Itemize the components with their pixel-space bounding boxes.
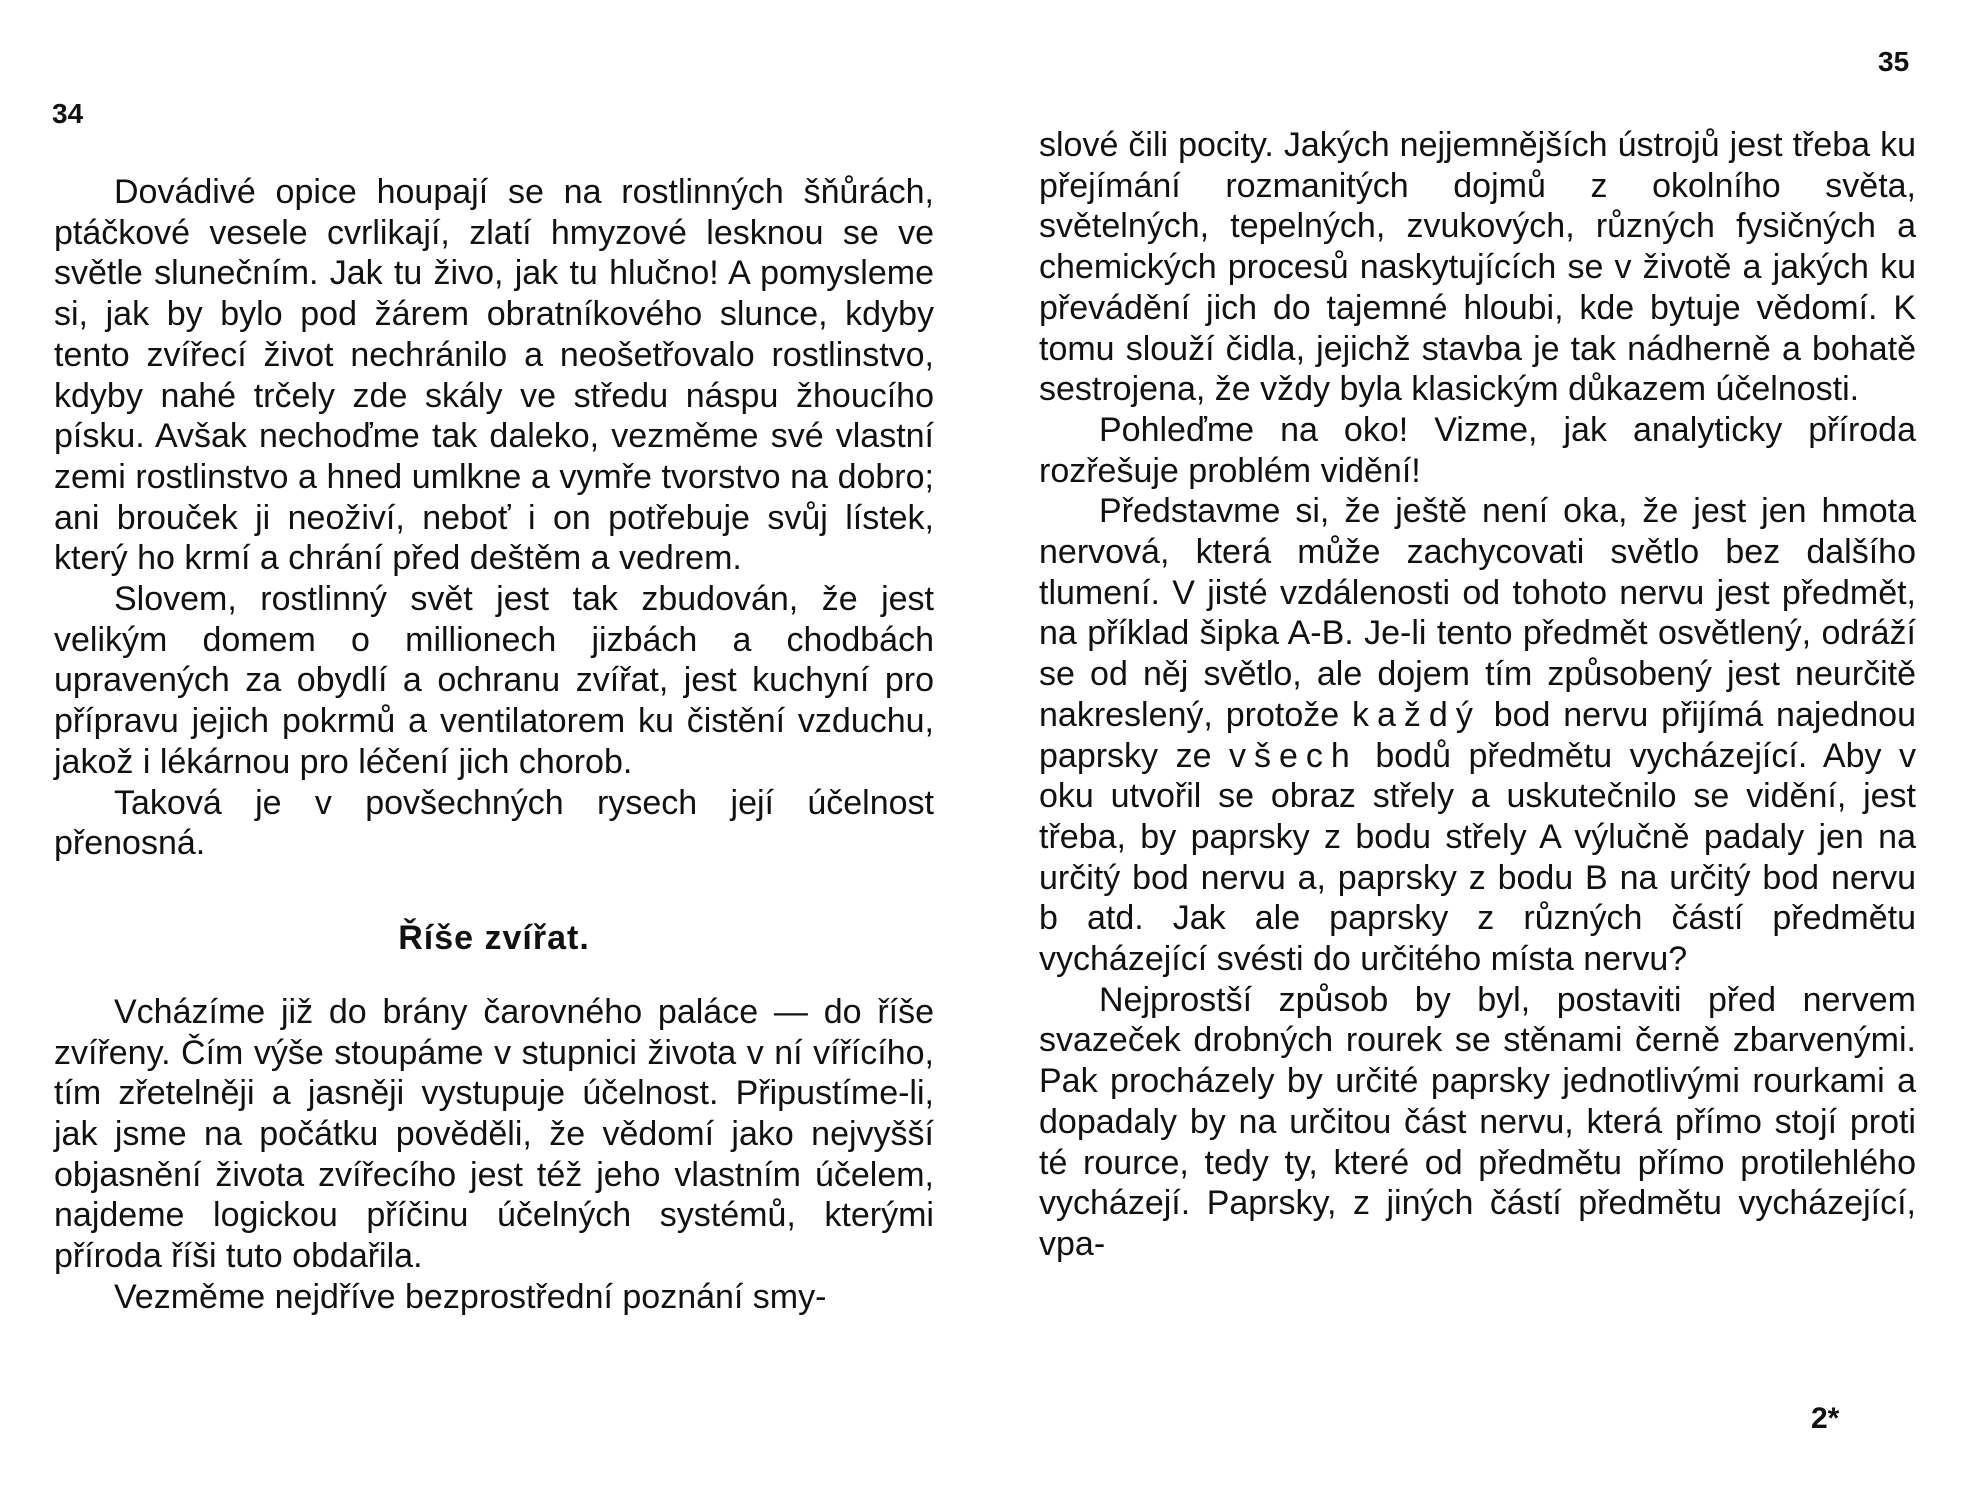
text-run: bod nervu přijímá najednou paprsky ze: [1039, 695, 1916, 775]
right-page: [981, 0, 1962, 1500]
paragraph: [1039, 491, 1916, 979]
paragraph: Pohleďme na oko! Vizme, jak analyticky příroda rozřešuje problém vidění!: [1039, 410, 1916, 490]
emphasized-word: všech: [1229, 736, 1358, 775]
page-number-left: 34: [52, 98, 84, 129]
text-run: Představme si, že ještě není oka, že jest jen hmota nervová, která může zachycovati světlo bez dalšího tlumení. V jisté vzdálenosti od tohoto nervu jest předmět, na příklad šipka A-B. Je-li tento předmět osvětlený, odráží se od něj světlo, ale dojem tím způsobený jest neurčitě nakreslený, protože: [1039, 492, 1916, 734]
section-heading: Říše zvířat.: [398, 918, 590, 957]
paragraph: slové čili pocity. Jakých nejjemnějších ústrojů jest třeba ku přejímání rozmanitých dojmů z okolního světa, světelných, tepelných, zvukových, různých fysičných a chemických procesů naskytujících se v životě a jakých ku převádění jich do tajemné hloubi, kde bytuje vědomí. K tomu slouží čidla, jejichž stavba je tak nádherně a bohatě sestrojena, že vždy byla klasickým důkazem účelnosti.: [1039, 126, 1916, 409]
paragraph: Nejprostší způsob by byl, postaviti před nervem svazeček drobných rourek se stěnami černě zbarvenými. Pak procházely by určité paprsky jednotlivými rourkami a dopadaly by na určitou část nervu, která přímo stojí proti té rource, tedy ty, které od předmětu přímo protilehlého vycházejí. Paprsky, z jiných částí předmětu vycházející, vpa-: [1039, 980, 1916, 1263]
paragraph: Slovem, rostlinný svět jest tak zbudován, že jest velikým domem o millionech jizbách a chodbách upravených za obydlí a ochranu zvířat, jest kuchyní pro přípravu jejich pokrmů a ventilatorem ku čistění vzduchu, jakož i lékárnou pro léčení jich chorob.: [54, 580, 934, 781]
paragraph: Dovádivé opice houpají se na rostlinných šňůrách, ptáčkové vesele cvrlikají, zlatí hmyzové lesknou se ve světle slunečním. Jak tu živo, jak tu hlučno! A pomysleme si, jak by bylo pod žárem obratníkového slunce, kdyby tento zvířecí život nechránilo a neošetřovalo rostlinstvo, kdyby nahé trčely zde skály ve středu náspu žhoucího písku. Avšak nechoďme tak daleko, vezměme své vlastní zemi rostlinstvo a hned umlkne a vymře tvorstvo na dobro; ani brouček ji neoživí, neboť i on potřebuje svůj lístek, který ho krmí a chrání před deštěm a vedrem.: [54, 173, 934, 578]
page-number-right: 35: [1878, 46, 1910, 77]
emphasized-word: každý: [1352, 695, 1481, 734]
right-page-text: [1039, 125, 1916, 1265]
paragraph: Vcházíme již do brány čarovného paláce — do říše zvířeny. Čím výše stoupáme v stupnici života v ní vířícího, tím zřetelněji a jasněji vystupuje účelnost. Připustíme-li, jak jsme na počátku pověděli, že vědomí jako nejvyšší objasnění života zvířecího jest též jeho vlastním účelem, najdeme logickou příčinu účelných systémů, kterými příroda říši tuto obdařila.: [54, 992, 934, 1276]
paragraph: Taková je v povšechných rysech její účelnost přenosná.: [54, 783, 934, 863]
left-page-text: [54, 172, 934, 1318]
text-run: bodů předmětu vycházející. Aby v oku utvořil se obraz střely a uskutečnilo se vidění, jest třeba, by paprsky z bodu střely A výlučně padaly jen na určitý bod nervu a, paprsky z bodu B na určitý bod nervu b atd. Jak ale paprsky z různých částí předmětu vycházející svésti do určitého místa nervu?: [1039, 736, 1917, 979]
paragraph: Vezměme nejdříve bezprostřední poznání smy-: [114, 1277, 827, 1316]
signature-mark: 2*: [1811, 1402, 1840, 1435]
